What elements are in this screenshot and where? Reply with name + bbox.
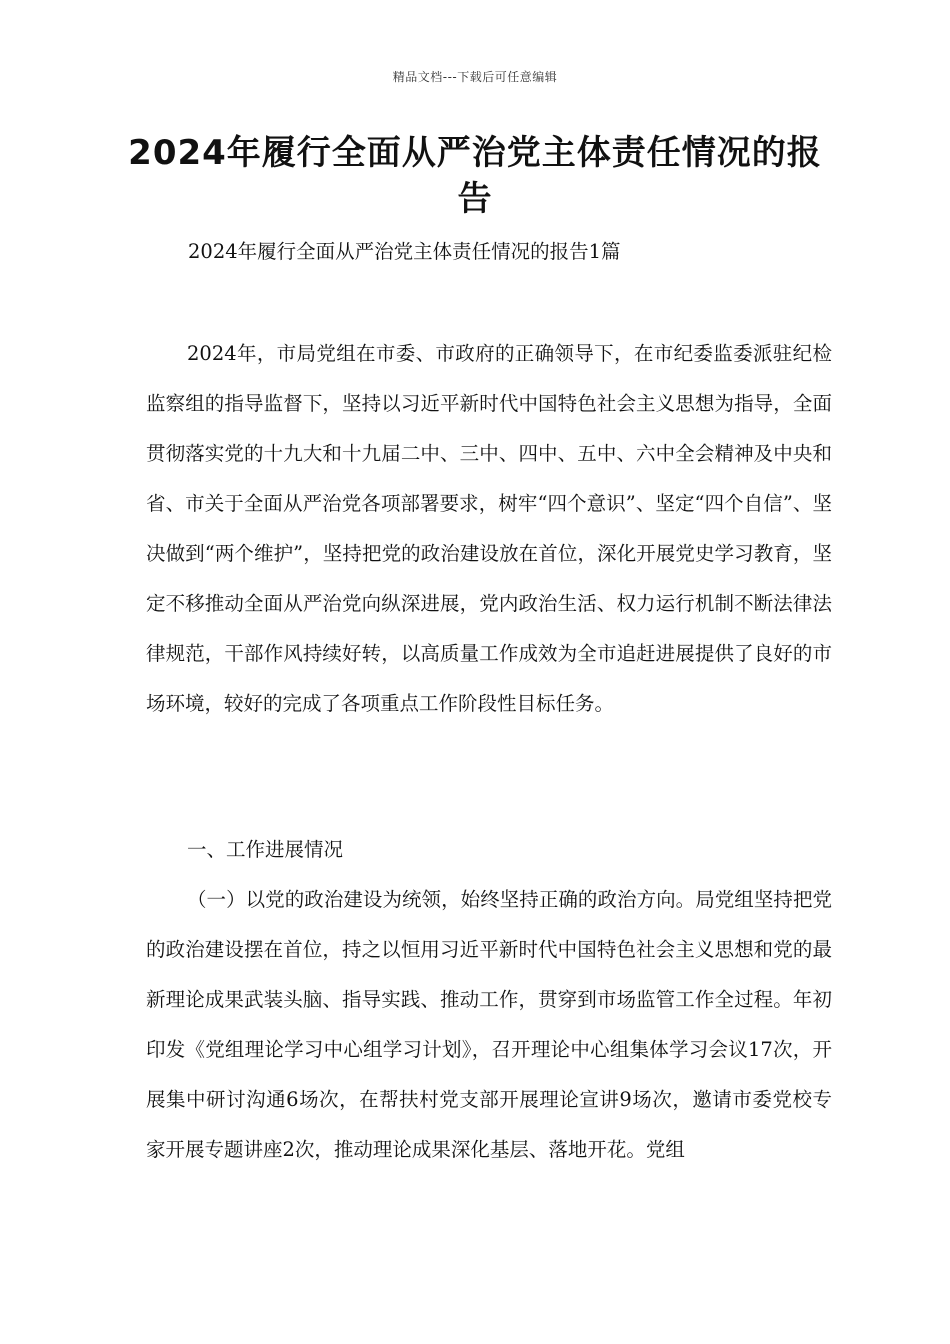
body-paragraph: （一）以党的政治建设为统领，始终坚持正确的政治方向。局党组坚持把党的政治建设摆在首位，持之以恒用习近平新时代中国特色社会主义思想和党的最新理论成果武装头脑、指导实践、推动工作，贯穿到市场监管工作全过程。年初印发《党组理论学习中心组学习计划》，召开理论中心组集体学习会议17次，开展集中研讨沟通6场次，在帮扶村党支部开展理论宣讲9场次，邀请市委党校专家开展专题讲座2次，推动理论成果深化基层、落地开花。党组 (146, 888, 832, 1161)
subtitle: 2024年履行全面从严治党主体责任情况的报告1篇 (188, 240, 621, 263)
page-title: 2024年履行全面从严治党主体责任情况的报告 (128, 133, 822, 219)
body-paragraph: 2024年，市局党组在市委、市政府的正确领导下，在市纪委监委派驻纪检监察组的指导监督下，坚持以习近平新时代中国特色社会主义思想为指导，全面贯彻落实党的十九大和十九届二中、三中、四中、五中、六中全会精神及中央和省、市关于全面从严治党各项部署要求，树牢“四个意识”、坚定“四个自信”、坚决做到“两个维护”，坚持把党的政治建设放在首位，深化开展党史学习教育，坚定不移推动全面从严治党向纵深进展，党内政治生活、权力运行机制不断法律法律规范，干部作风持续好转，以高质量工作成效为全市追赶进展提供了良好的市场环境，较好的完成了各项重点工作阶段性目标任务。 (146, 342, 832, 715)
section-heading: 一、工作进展情况 (187, 838, 344, 861)
header-note: 精品文档---下载后可任意编辑 (392, 70, 558, 84)
